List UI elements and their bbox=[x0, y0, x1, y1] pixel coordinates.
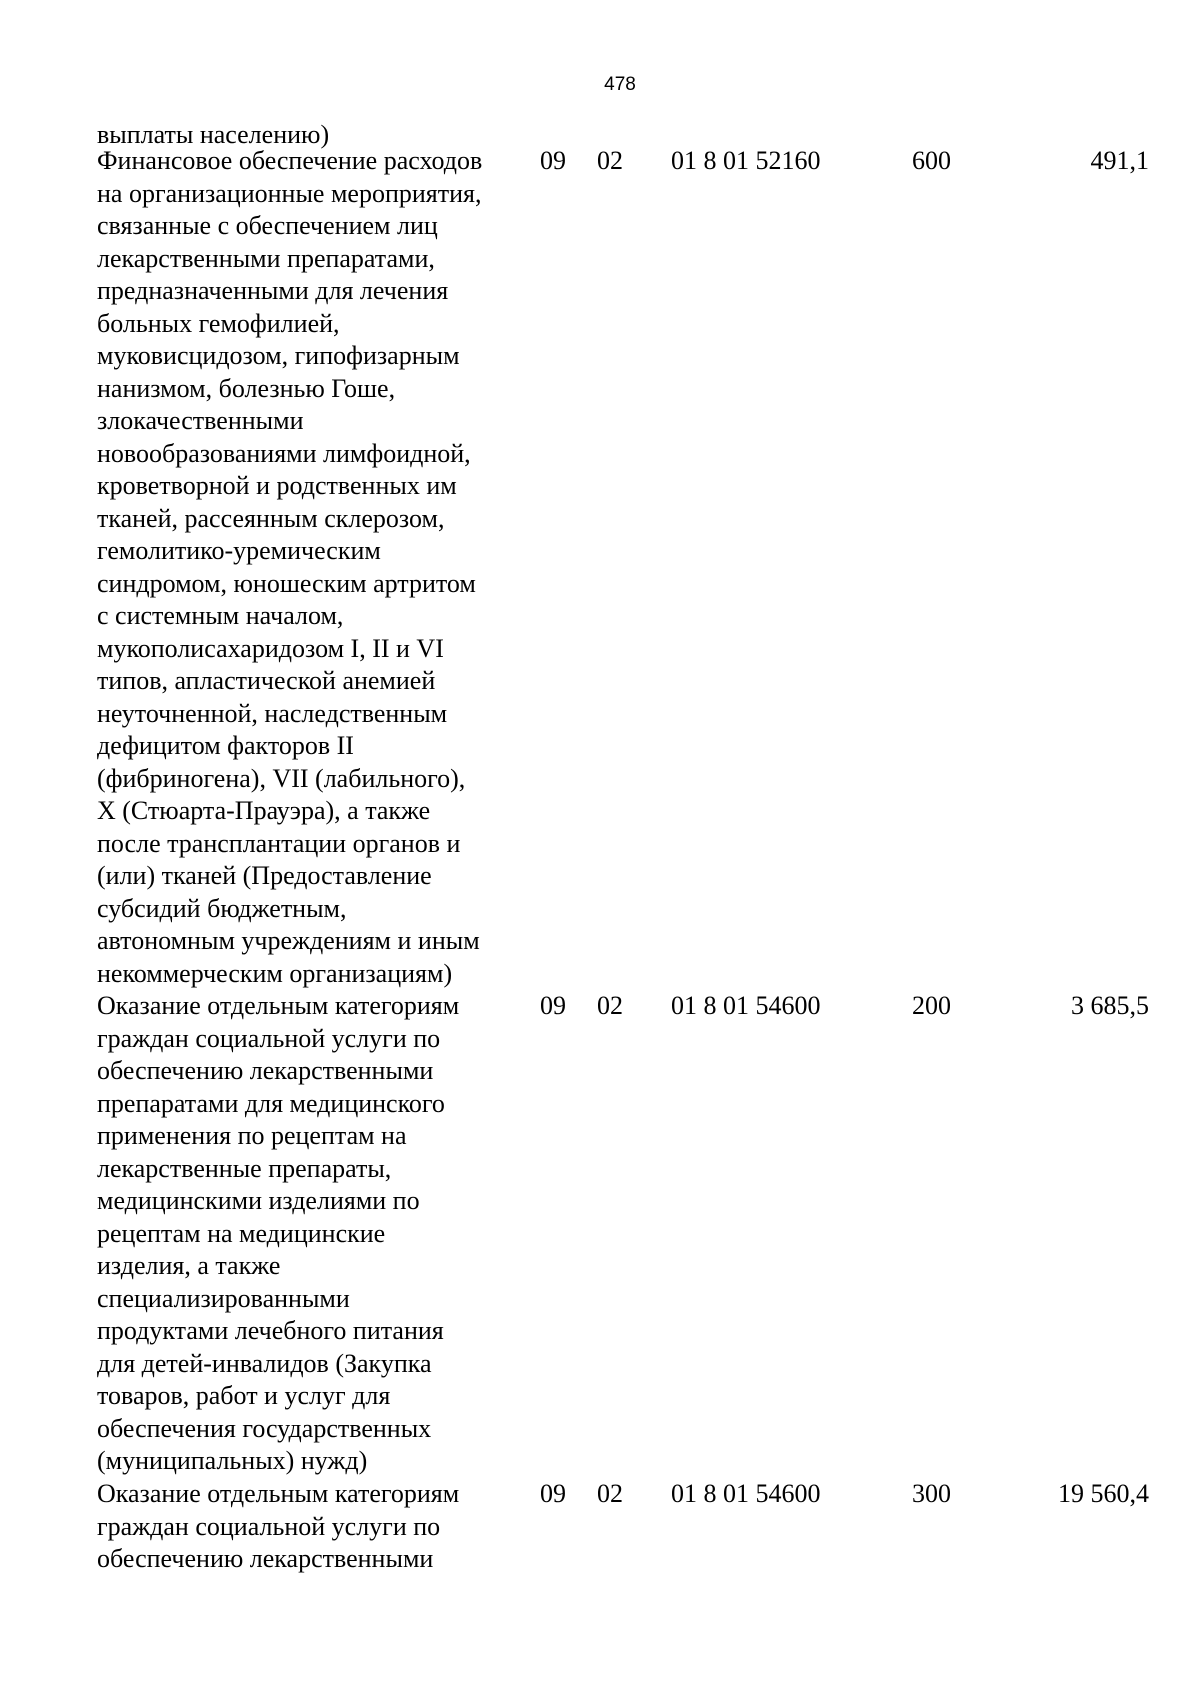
row-name-line: обеспечению лекарственными bbox=[97, 1544, 434, 1573]
row-name-line: лекарственными препаратами, bbox=[97, 243, 435, 273]
row-name-line: автономным учреждениям и иным bbox=[97, 926, 480, 955]
row-subsection: 02 bbox=[597, 1479, 623, 1508]
row-subsection: 02 bbox=[597, 991, 623, 1020]
row-expense-type: 300 bbox=[912, 1479, 951, 1508]
row-expense-type: 600 bbox=[912, 146, 951, 175]
row-name-line: (фибриногена), VII (лабильного), bbox=[97, 763, 466, 793]
row-name-line: гемолитико-уремическим bbox=[97, 536, 381, 565]
row-expense-type: 200 bbox=[912, 991, 951, 1020]
row-name-line: обеспечению лекарственными bbox=[97, 1056, 434, 1085]
row-target-article: 01 8 01 54600 bbox=[671, 991, 821, 1020]
row-name-line: предназначенными для лечения bbox=[97, 276, 449, 305]
row-name-line: связанные с обеспечением лиц bbox=[97, 211, 438, 240]
row-name-line: неуточненной, наследственным bbox=[97, 698, 448, 728]
row-amount: 19 560,4 bbox=[1058, 1479, 1149, 1508]
row-name-line: нанизмом, болезнью Гоше, bbox=[97, 373, 396, 403]
row-subsection: 02 bbox=[597, 146, 623, 175]
row-name-line: обеспечения государственных bbox=[97, 1413, 432, 1443]
row-name-cell bbox=[97, 1478, 537, 1576]
row-name-cell bbox=[97, 145, 537, 990]
row-name-line: на организационные мероприятия, bbox=[97, 178, 482, 208]
row-target-article: 01 8 01 54600 bbox=[671, 1479, 821, 1508]
row-name-line: товаров, работ и услуг для bbox=[97, 1381, 391, 1410]
row-name-cell bbox=[97, 990, 537, 1478]
row-name-line: злокачественными bbox=[97, 406, 304, 435]
row-name-line: больных гемофилией, bbox=[97, 308, 340, 338]
row-name-line: изделия, а также bbox=[97, 1251, 281, 1280]
row-name-line: типов, апластической анемией bbox=[97, 666, 436, 695]
row-section: 09 bbox=[540, 146, 566, 175]
row-name-line: (или) тканей (Предоставление bbox=[97, 861, 432, 890]
row-section: 09 bbox=[540, 1479, 566, 1508]
row-amount: 491,1 bbox=[1090, 146, 1149, 175]
row-name-line: после трансплантации органов и bbox=[97, 828, 461, 858]
row-name-line: с системным началом, bbox=[97, 601, 344, 630]
row-name-line: препаратами для медицинского bbox=[97, 1088, 445, 1118]
row-name-line: синдромом, юношеским артритом bbox=[97, 568, 476, 598]
row-name-line: тканей, рассеянным склерозом, bbox=[97, 503, 445, 533]
row-name-line: кроветворной и родственных им bbox=[97, 471, 457, 500]
row-name-line: лекарственные препараты, bbox=[97, 1153, 392, 1183]
row-name-line: мукополисахаридозом I, II и VI bbox=[97, 633, 444, 663]
page-number: 478 bbox=[604, 74, 636, 95]
row-name-line: дефицитом факторов II bbox=[97, 731, 354, 760]
row-name-line: Оказание отдельным категориям bbox=[97, 1479, 460, 1508]
row-name-line: специализированными bbox=[97, 1283, 350, 1313]
row-name-line: медицинскими изделиями по bbox=[97, 1186, 420, 1215]
row-name-line: муковисцидозом, гипофизарным bbox=[97, 341, 460, 370]
row-name-line: выплаты населению) bbox=[97, 120, 330, 149]
row-name-line: X (Стюарта-Прауэра), а также bbox=[97, 796, 431, 825]
row-name-line: новообразованиями лимфоидной, bbox=[97, 438, 471, 468]
row-target-article: 01 8 01 52160 bbox=[671, 146, 821, 175]
row-name-line: продуктами лечебного питания bbox=[97, 1316, 444, 1345]
row-name-line: применения по рецептам на bbox=[97, 1121, 407, 1150]
row-name-line: некоммерческим организациям) bbox=[97, 958, 453, 988]
row-name-line: Оказание отдельным категориям bbox=[97, 991, 460, 1020]
row-name-line: граждан социальной услуги по bbox=[97, 1511, 441, 1541]
row-name-line: (муниципальных) нужд) bbox=[97, 1446, 368, 1475]
row-name-line: для детей-инвалидов (Закупка bbox=[97, 1348, 432, 1378]
row-name-line: рецептам на медицинские bbox=[97, 1218, 386, 1248]
row-name-line: Финансовое обеспечение расходов bbox=[97, 146, 483, 175]
row-amount: 3 685,5 bbox=[1071, 991, 1149, 1020]
row-name-line: субсидий бюджетным, bbox=[97, 893, 347, 923]
row-section: 09 bbox=[540, 991, 566, 1020]
row-name-line: граждан социальной услуги по bbox=[97, 1023, 441, 1053]
